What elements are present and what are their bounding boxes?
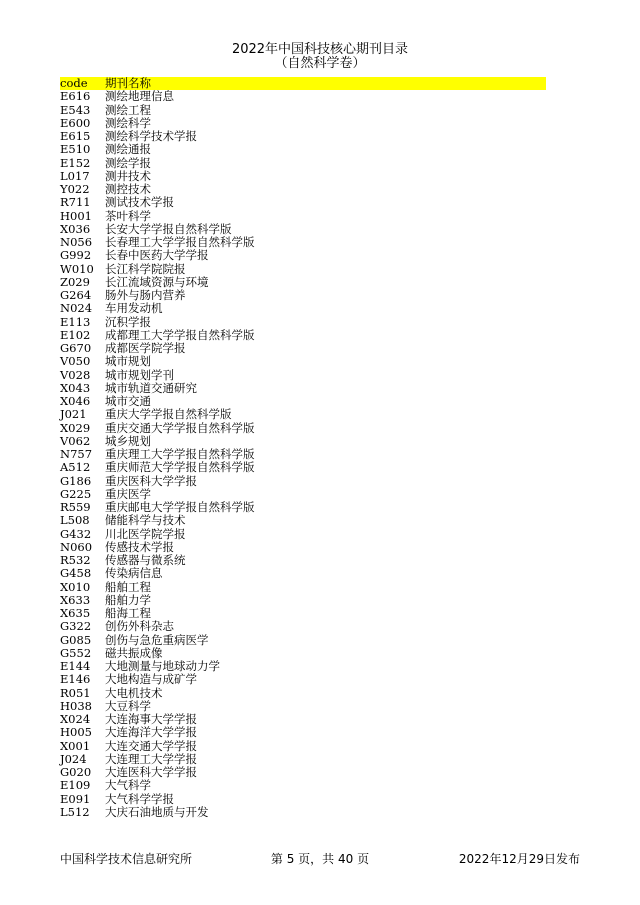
journal-name: 川北医学院学报: [105, 526, 186, 541]
journal-code: R532: [60, 553, 91, 567]
journal-code: G264: [60, 288, 92, 302]
journal-name: 城市交通: [105, 394, 151, 408]
table-row: [60, 594, 546, 607]
journal-name: 重庆医学: [105, 486, 151, 501]
journal-name: 成都理工大学学报自然科学版: [105, 327, 255, 342]
journal-code: G992: [60, 248, 92, 263]
journal-name: 船舶力学: [105, 592, 151, 607]
table-row: [60, 806, 546, 819]
journal-code: J021: [60, 407, 87, 422]
journal-code: E113: [60, 314, 91, 329]
table-row: [60, 581, 546, 594]
journal-code: G225: [60, 486, 92, 501]
journal-name: 大豆科学: [105, 698, 151, 713]
journal-code: X010: [60, 579, 91, 594]
column-header-name: 期刊名称: [105, 76, 151, 90]
table-header: [60, 77, 546, 90]
table-row: [60, 289, 546, 302]
journal-name: 测绘科学: [105, 115, 151, 130]
journal-name: 大气科学学报: [105, 791, 174, 806]
journal-code: R711: [60, 195, 91, 210]
journal-name: 测绘科学技术学报: [105, 129, 197, 143]
column-header-code: code: [60, 76, 88, 90]
journal-name: 测绘学报: [105, 155, 151, 170]
journal-table: [60, 77, 546, 819]
journal-name: 测井技术: [105, 168, 151, 183]
journal-code: N757: [60, 447, 93, 461]
journal-code: J024: [60, 751, 87, 766]
table-row: [60, 713, 546, 726]
table-row: [60, 157, 546, 170]
journal-name: 城市规划: [105, 354, 151, 369]
table-row: [60, 316, 546, 329]
table-row: [60, 673, 546, 686]
journal-name: 长春理工大学学报自然科学版: [105, 235, 255, 249]
table-row: [60, 687, 546, 700]
table-row: [60, 554, 546, 567]
journal-name: 船舶工程: [105, 579, 151, 594]
table-row: [60, 422, 546, 435]
journal-code: G322: [60, 619, 92, 634]
journal-code: N024: [60, 301, 93, 316]
journal-name: 大连理工大学学报: [105, 751, 197, 766]
table-row: [60, 236, 546, 249]
table-row: [60, 740, 546, 753]
journal-name: 测绘通报: [105, 142, 151, 157]
journal-code: X043: [60, 380, 91, 395]
journal-name: 传感技术学报: [105, 539, 174, 554]
journal-code: X024: [60, 712, 91, 726]
journal-code: G085: [60, 632, 92, 647]
table-row: [60, 183, 546, 196]
journal-name: 成都医学院学报: [105, 341, 186, 355]
table-row: [60, 488, 546, 501]
table-row: [60, 342, 546, 355]
journal-code: X046: [60, 394, 91, 408]
journal-code: V050: [60, 354, 91, 369]
table-row: [60, 528, 546, 541]
table-row: [60, 302, 546, 315]
journal-name: 长安大学学报自然科学版: [105, 221, 232, 236]
journal-name: 沉积学报: [105, 314, 151, 329]
journal-code: R051: [60, 685, 91, 700]
journal-code: E543: [60, 102, 91, 117]
journal-name: 重庆大学学报自然科学版: [105, 407, 232, 422]
journal-code: G020: [60, 765, 92, 779]
table-row: [60, 196, 546, 209]
table-row: [60, 276, 546, 289]
table-row: [60, 170, 546, 183]
journal-code: E146: [60, 672, 91, 687]
journal-code: A512: [60, 460, 91, 475]
journal-code: E109: [60, 778, 91, 793]
journal-name: 车用发动机: [105, 301, 163, 316]
table-row: [60, 369, 546, 382]
journal-code: E616: [60, 89, 91, 104]
table-row: [60, 501, 546, 514]
table-row: [60, 117, 546, 130]
journal-code: H001: [60, 208, 92, 223]
journal-name: 创伤与急危重病医学: [105, 632, 209, 647]
journal-code: X633: [60, 592, 91, 607]
journal-name: 磁共振成像: [105, 645, 163, 660]
table-row: [60, 514, 546, 527]
journal-name: 长江科学院院报: [105, 261, 186, 276]
journal-code: W010: [60, 261, 94, 276]
journal-code: H038: [60, 698, 92, 713]
table-row: [60, 130, 546, 143]
journal-code: G670: [60, 341, 92, 355]
journal-code: L017: [60, 168, 90, 183]
table-row: [60, 700, 546, 713]
journal-name: 重庆理工大学学报自然科学版: [105, 447, 255, 461]
table-row: [60, 660, 546, 673]
table-row: [60, 779, 546, 792]
journal-code: V028: [60, 367, 91, 382]
table-row: [60, 210, 546, 223]
journal-name: 重庆医科大学学报: [105, 473, 197, 488]
journal-name: 大庆石油地质与开发: [105, 804, 209, 819]
footer-page-number: 第 5 页，共 40 页: [270, 852, 370, 866]
journal-code: Z029: [60, 274, 90, 289]
table-row: [60, 753, 546, 766]
table-row: [60, 355, 546, 368]
footer-date: 2022年12月29日发布: [458, 852, 580, 866]
page-subtitle: （自然科学卷）: [274, 56, 366, 71]
journal-code: G186: [60, 473, 92, 488]
table-row: [60, 143, 546, 156]
journal-code: N060: [60, 539, 93, 554]
table-row: [60, 263, 546, 276]
journal-code: R559: [60, 500, 91, 514]
table-row: [60, 475, 546, 488]
page-title: 2022年中国科技核心期刊目录: [231, 42, 409, 57]
journal-name: 船海工程: [105, 606, 151, 620]
journal-name: 测试技术学报: [105, 195, 174, 210]
footer-publisher: 中国科学技术信息研究所: [60, 852, 193, 866]
journal-code: X001: [60, 738, 91, 753]
journal-name: 城市轨道交通研究: [105, 380, 197, 395]
journal-name: 测绘工程: [105, 102, 151, 117]
journal-name: 重庆邮电大学学报自然科学版: [105, 500, 255, 514]
journal-code: E600: [60, 115, 91, 130]
journal-name: 重庆师范大学学报自然科学版: [105, 460, 255, 475]
table-row: [60, 607, 546, 620]
journal-name: 测控技术: [105, 182, 151, 196]
journal-code: X029: [60, 420, 91, 435]
journal-name: 城市规划学刊: [105, 367, 174, 382]
table-row: [60, 448, 546, 461]
table-row: [60, 634, 546, 647]
journal-code: X635: [60, 606, 91, 620]
journal-code: X036: [60, 221, 91, 236]
journal-name: 长春中医药大学学报: [105, 248, 209, 263]
journal-name: 测绘地理信息: [105, 89, 174, 104]
table-row: [60, 395, 546, 408]
table-row: [60, 793, 546, 806]
table-row: [60, 249, 546, 262]
journal-name: 大地测量与地球动力学: [105, 659, 220, 673]
table-row: [60, 620, 546, 633]
journal-name: 大气科学: [105, 778, 151, 793]
table-row: [60, 382, 546, 395]
journal-name: 长江流域资源与环境: [105, 274, 209, 289]
table-row: [60, 435, 546, 448]
journal-name: 重庆交通大学学报自然科学版: [105, 420, 255, 435]
journal-code: L508: [60, 513, 90, 528]
journal-name: 大地构造与成矿学: [105, 672, 197, 687]
journal-code: Y022: [60, 182, 90, 196]
journal-code: G552: [60, 645, 92, 660]
table-row: [60, 90, 546, 103]
journal-name: 传染病信息: [105, 566, 163, 581]
table-row: [60, 223, 546, 236]
journal-code: E152: [60, 155, 91, 170]
table-row: [60, 461, 546, 474]
journal-name: 肠外与肠内营养: [105, 288, 186, 302]
journal-name: 大电机技术: [105, 685, 163, 700]
table-row: [60, 647, 546, 660]
table-row: [60, 541, 546, 554]
table-row: [60, 408, 546, 421]
journal-code: E091: [60, 791, 91, 806]
journal-code: V062: [60, 433, 91, 448]
journal-name: 城乡规划: [105, 433, 151, 448]
journal-code: E144: [60, 659, 91, 673]
journal-code: N056: [60, 235, 93, 249]
journal-code: G458: [60, 566, 92, 581]
table-row: [60, 726, 546, 739]
journal-code: E615: [60, 129, 91, 143]
table-row: [60, 567, 546, 580]
journal-name: 大连海洋大学学报: [105, 725, 197, 740]
journal-name: 大连医科大学学报: [105, 765, 197, 779]
journal-code: E102: [60, 327, 91, 342]
journal-code: L512: [60, 804, 90, 819]
journal-name: 大连交通大学学报: [105, 738, 197, 753]
journal-code: H005: [60, 725, 92, 740]
journal-name: 创伤外科杂志: [105, 619, 174, 634]
journal-name: 传感器与微系统: [105, 553, 186, 567]
journal-code: G432: [60, 526, 92, 541]
journal-name: 储能科学与技术: [105, 513, 186, 528]
journal-name: 茶叶科学: [105, 208, 151, 223]
table-row: [60, 104, 546, 117]
journal-name: 大连海事大学学报: [105, 712, 197, 726]
table-body: [60, 90, 546, 819]
table-row: [60, 329, 546, 342]
table-row: [60, 766, 546, 779]
journal-code: E510: [60, 142, 91, 157]
